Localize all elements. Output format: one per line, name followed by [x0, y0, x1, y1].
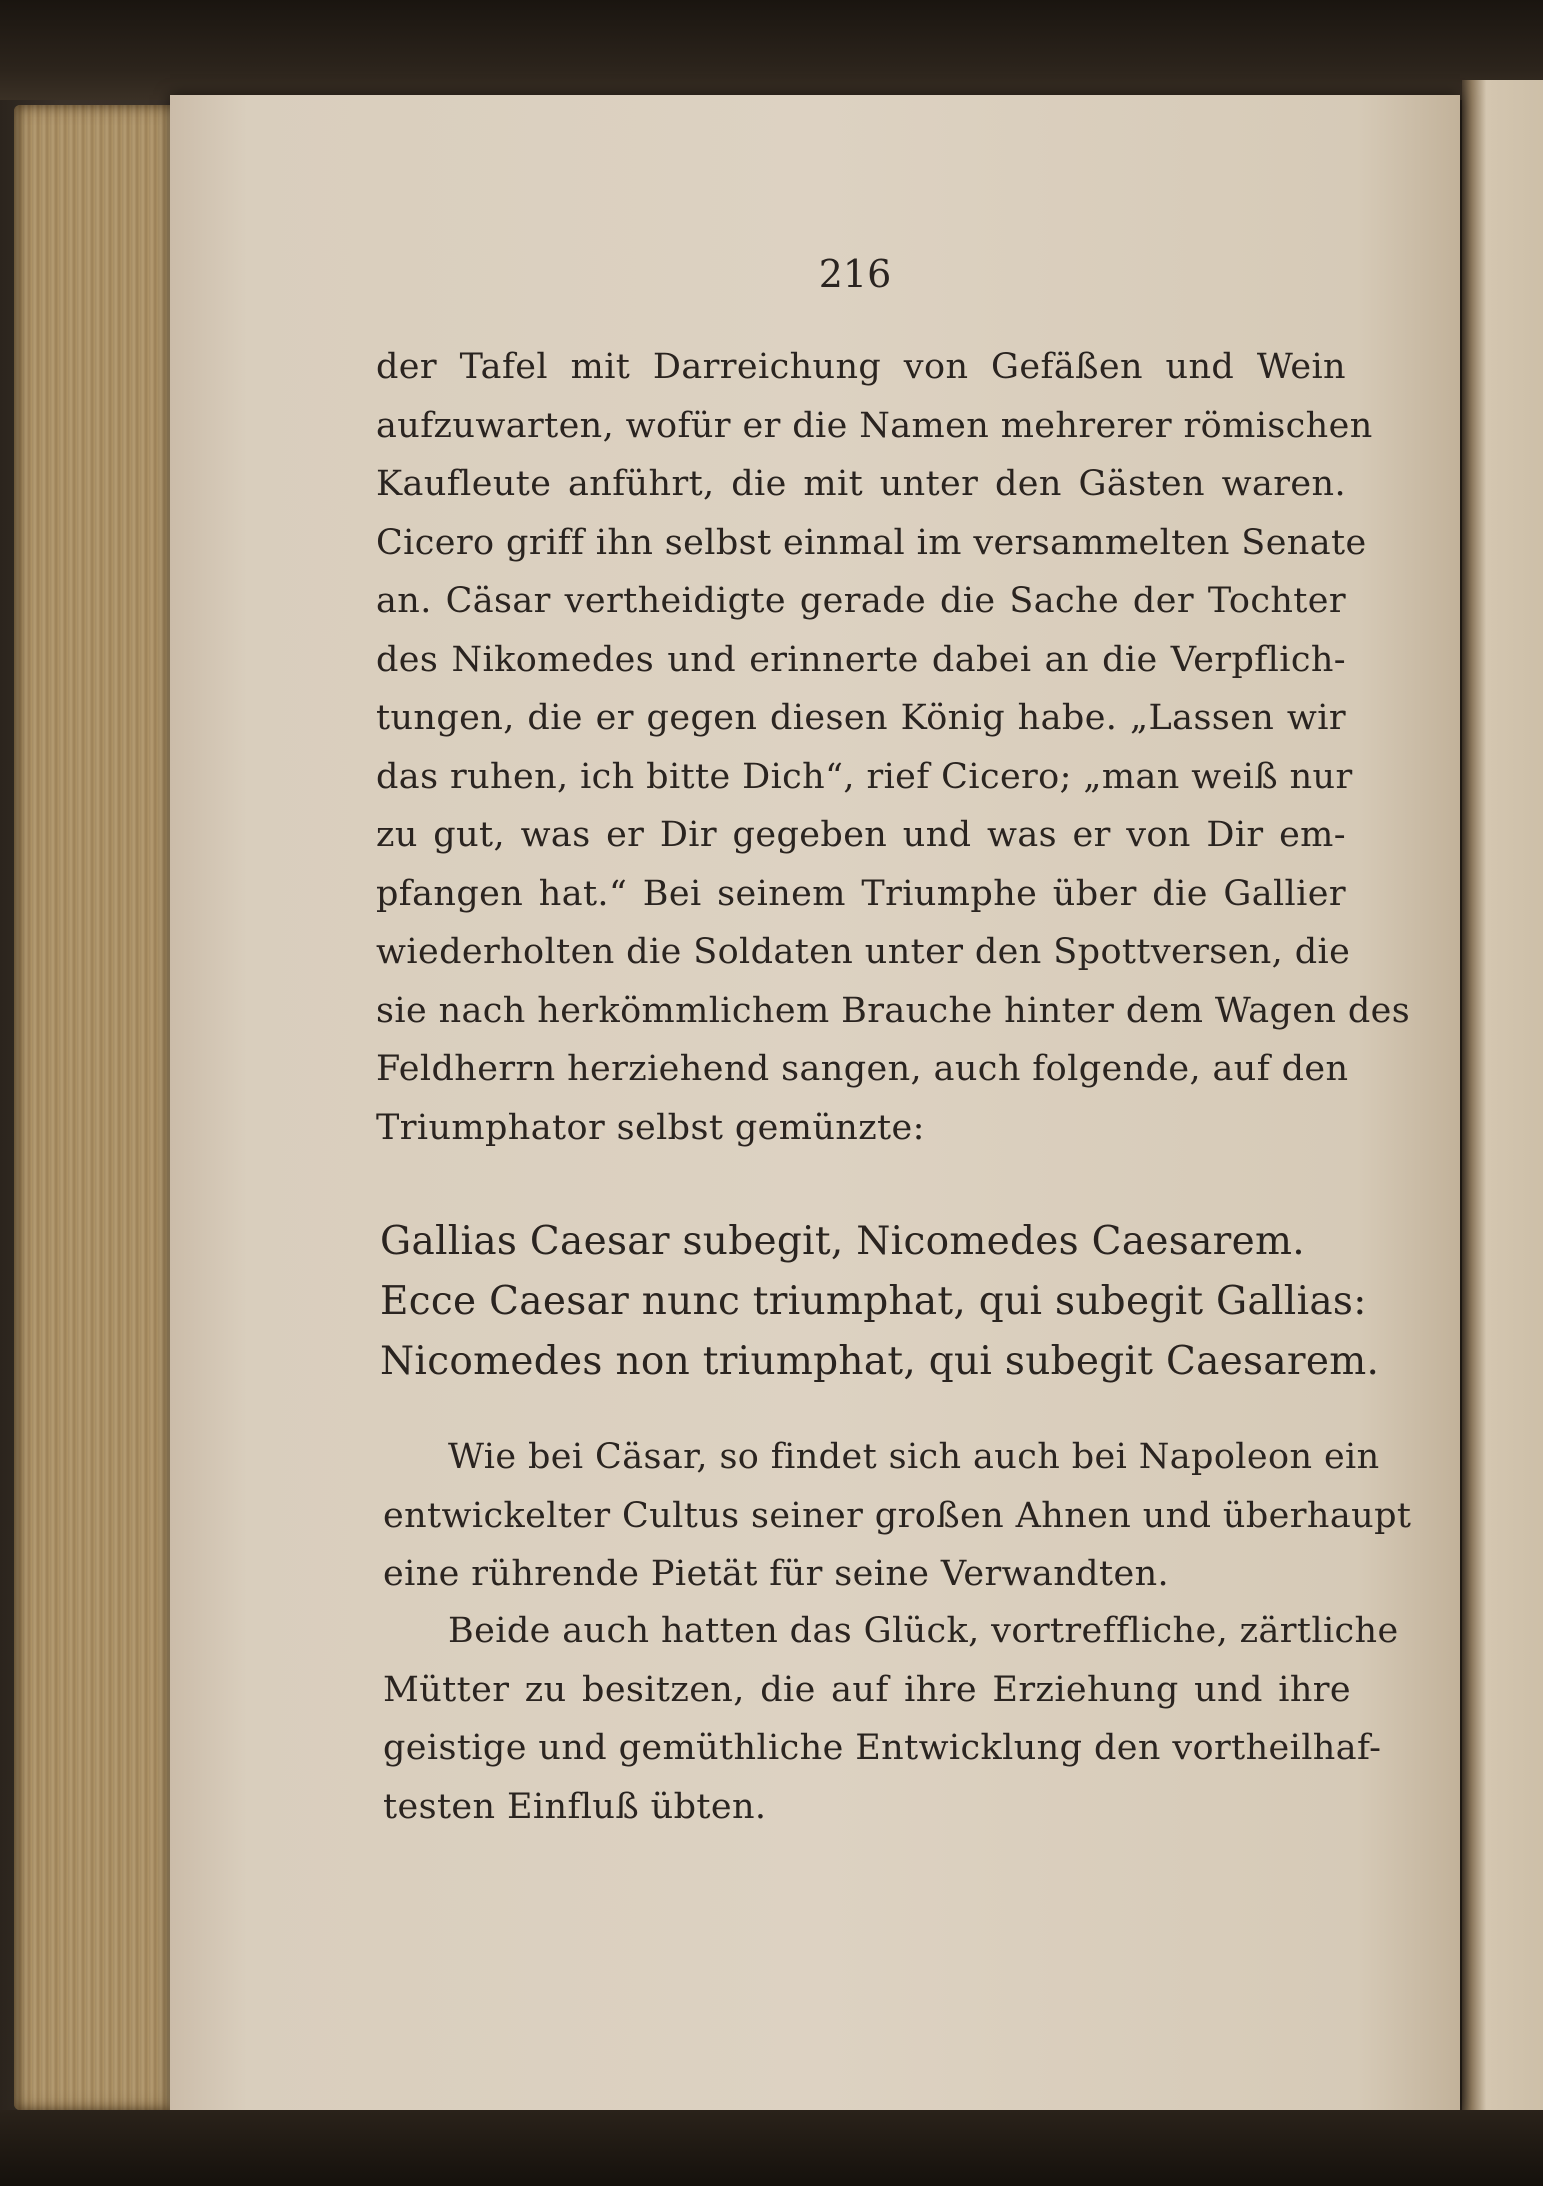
text-line: Beide auch hatten das Glück, vortreffliche, zärtliche [448, 1611, 1399, 1651]
text-line: eine rührende Pietät für seine Verwandten. [383, 1554, 1170, 1594]
text-line: sie nach herkömmlichem Brauche hinter dem Wagen des [376, 990, 1411, 1031]
text-line: das ruhen, ich bitte Dich“, rief Cicero; „man weiß nur [376, 756, 1353, 797]
text-line: Mütter zu besitzen, die auf ihre Erziehung und ihre [383, 1669, 1351, 1710]
text-line: Wie bei Cäsar, so findet sich auch bei Napoleon ein [448, 1437, 1380, 1477]
verse-line: Gallias Caesar subegit, Nicomedes Caesarem. [380, 1219, 1305, 1264]
text-line: geistige und gemüthliche Entwicklung den vortheilhaf- [383, 1728, 1382, 1768]
bottom-shadow [0, 2110, 1543, 2186]
verse-line: Ecce Caesar nunc triumphat, qui subegit Gallias: [380, 1279, 1367, 1324]
text-line: testen Einfluß übten. [383, 1786, 767, 1827]
text-line: der Tafel mit Darreichung von Gefäßen und Wein [376, 347, 1346, 387]
text-line: entwickelter Cultus seiner großen Ahnen und überhaupt [383, 1495, 1412, 1536]
paragraph-1 [376, 338, 1411, 1157]
text-line: Feldherrn herziehend sangen, auch folgende, auf den [376, 1049, 1349, 1089]
top-shadow [0, 0, 1543, 100]
text-line: tungen, die er gegen diesen König habe. „Lassen wir [376, 698, 1346, 738]
verse-line: Nicomedes non triumphat, qui subegit Caesarem. [380, 1339, 1380, 1384]
page-edges [14, 105, 194, 2110]
text-line: wiederholten die Soldaten unter den Spottversen, die [376, 932, 1351, 972]
text-line: Triumphator selbst gemünzte: [376, 1107, 925, 1148]
text-line: Cicero griff ihn selbst einmal im versammelten Senate [376, 522, 1367, 563]
page-number: 216 [818, 252, 892, 296]
text-line: zu gut, was er Dir gegeben und was er von Dir em- [376, 815, 1346, 855]
latin-verse [380, 1212, 1380, 1392]
text-line: Kaufleute anführt, die mit unter den Gästen waren. [376, 464, 1346, 504]
paragraph-2 [383, 1428, 1412, 1604]
text-line: an. Cäsar vertheidigte gerade die Sache der Tochter [376, 581, 1346, 621]
text-line: des Nikomedes und erinnerte dabei an die Verpflich- [376, 639, 1346, 680]
text-line: aufzuwarten, wofür er die Namen mehrerer römischen [376, 405, 1373, 446]
right-page-edge [1462, 80, 1543, 2140]
paragraph-3 [383, 1602, 1399, 1836]
text-line: pfangen hat.“ Bei seinem Triumphe über die Gallier [376, 873, 1346, 914]
